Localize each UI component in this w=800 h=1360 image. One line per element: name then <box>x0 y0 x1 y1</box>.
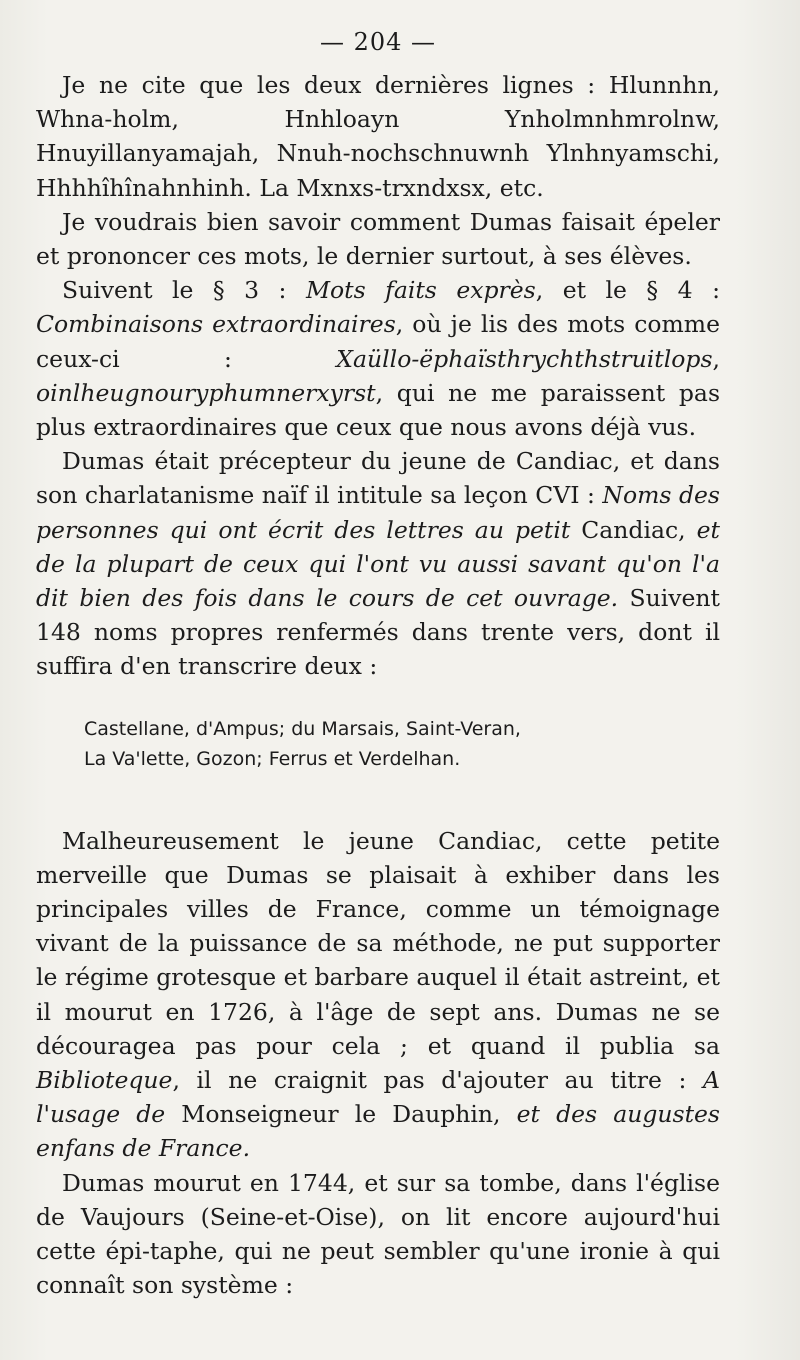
paragraph-3-text-5: , qui ne me paraissent pas plus extraordinaires que ceux que nous avons déjà vus. <box>36 378 720 442</box>
paragraph-4-text-1: Dumas était précepteur du jeune de Candiac, et dans son charlatanisme naïf il intitule sa leçon CVI : <box>36 447 720 510</box>
paragraph-5-text-3: Monseigneur le Dauphin, <box>165 1100 517 1129</box>
paragraph-3-italic-4: oinlheugnouryphumnerxyrst <box>36 378 376 407</box>
paragraph-5 <box>36 824 720 1166</box>
paragraph-3-text-3: , où je lis des mots comme ceux-ci : <box>36 310 720 373</box>
paragraph-4 <box>36 444 720 683</box>
paragraph-3 <box>36 273 720 444</box>
paragraph-2: Je voudrais bien savoir comment Dumas faisait épeler et prononcer ces mots, le dernier surtout, à ses élèves. <box>36 207 720 271</box>
paragraph-3-text-1: Suivent le § 3 : <box>62 276 306 305</box>
paragraph-3-text-2: , et le § 4 : <box>535 276 720 305</box>
verse-line-2: La Va'lette, Gozon; Ferrus et Verdelhan. <box>84 747 461 770</box>
paragraph-4-text-3: Suivent 148 noms propres renfermés dans trente vers, dont il suffira d'en transcrire deux : <box>36 584 720 681</box>
paragraph-3-italic-2: Combinaisons extraordinaires <box>36 310 396 339</box>
paragraph-4-text-2: Candiac, <box>570 515 697 544</box>
paragraph-5-text-1: Malheureusement le jeune Candiac, cette petite merveille que Dumas se plaisait à exhiber dans les principales villes de France, comme un témoignage vivant de la puissance de sa méthode, ne put supporter le régime grotesque et barbare auquel il était astreint, et il mourut en 1726, à l'âge de sept ans. Dumas ne se découragea pas pour cela ; et quand il publia sa <box>36 826 720 1060</box>
paragraph-4-italic-1: Noms des personnes qui ont écrit des lettres au petit <box>36 481 720 544</box>
paragraph-5-italic-2: A l'usage de <box>36 1066 720 1129</box>
paragraph-4-italic-2: et de la plupart de ceux qui l'ont vu aussi savant qu'on l'a dit bien des fois dans le cours de cet ouvrage. <box>36 515 720 613</box>
paragraph-3-text-4: , <box>712 344 720 373</box>
page-number: — 204 — <box>319 28 437 56</box>
paragraph-6: Dumas mourut en 1744, et sur sa tombe, dans l'église de Vaujours (Seine-et-Oise), on lit encore aujourd'hui cette épi-taphe, qui ne peut sembler qu'une ironie à qui connaît son système : <box>36 1168 720 1300</box>
paragraph-5-italic-1: Biblioteque <box>36 1066 173 1095</box>
paragraph-5-italic-3: et des augustes enfans de France. <box>36 1100 720 1163</box>
paragraph-5-text-2: , il ne craignit pas d'ajouter au titre : <box>172 1066 704 1095</box>
verse-quote <box>84 714 720 774</box>
paragraph-1: Je ne cite que les deux dernières lignes : Hlunnhn, Whna-holm, Hnhloayn Ynholmnhmrolnw, Hnuyillanyamajah, Nnuh-nochschnuwnh Ylnhnyamschi, Hhhhîhînahnhinh. La Mxnxs-trxndxsx, etc. <box>36 71 720 202</box>
page-body <box>36 68 720 1303</box>
verse-line-1: Castellane, d'Ampus; du Marsais, Saint-Veran, <box>84 717 521 740</box>
paragraph-3-italic-3: Xaüllo-ëphaïsthrychthstruitlops <box>336 344 713 373</box>
paragraph-3-italic-1: Mots faits exprès <box>305 276 536 305</box>
